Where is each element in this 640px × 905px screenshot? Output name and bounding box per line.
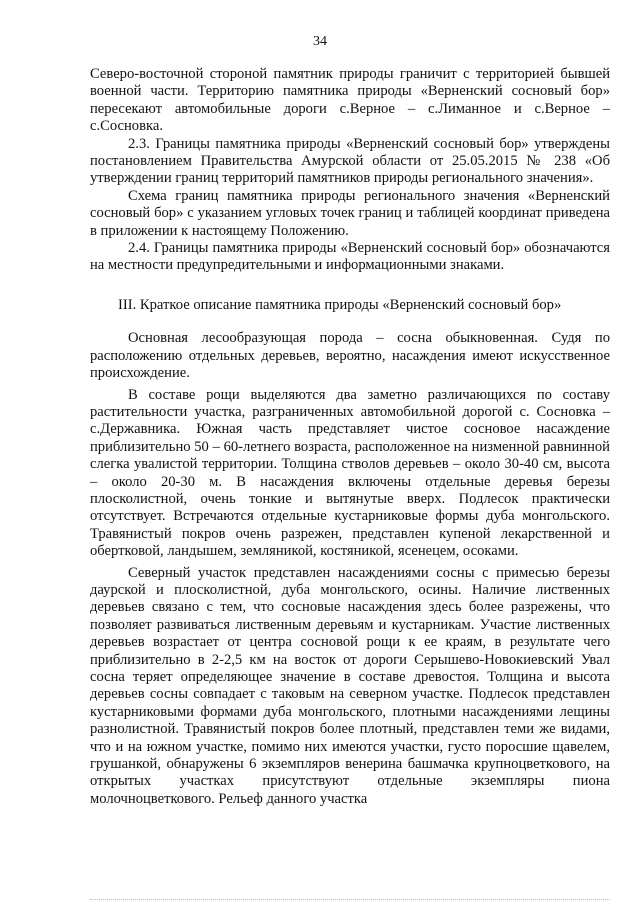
section-heading: III. Краткое описание памятника природы «Верненский сосновый бор» xyxy=(118,296,562,313)
paragraph-boundary-scheme: Схема границ памятника природы регионального значения «Верненский сосновый бор» с указанием угловых точек границ и таблицей координат приведена в приложении к настоящему Положению. xyxy=(90,187,610,239)
paragraph-boundaries-approved: 2.3. Границы памятника природы «Верненский сосновый бор» утверждены постановлением Правительства Амурской области от 25.05.2015 № 238 «Об утверждении границ территорий памятников природы регионального значения». xyxy=(90,135,610,187)
paragraph-boundary-signs: 2.4. Границы памятника природы «Верненский сосновый бор» обозначаются на местности предупредительными и информационными знаками. xyxy=(90,240,610,274)
paragraph-grove-composition: В составе рощи выделяются два заметно различающихся по составу растительности участка, разграниченных автомобильной дорогой с. Сосновка – с.Державника. Южная часть представляет чистое сосновое насаждение приблизительно 50 – 60-летнего возраста, расположенное на низменной равнинной слегка увалистой территории. Толщина стволов деревьев – около 30-40 см, высота – около 20-30 м. В насаждения включены отдельные деревья березы плосколистной, очень тонкие и вытянутые вверх. Подлесок практически отсутствует. Встречаются отдельные кустарниковые формы дуба монгольского. Травянистый покров очень разрежен, представлен купеной лекарственной и обертковой, ландышем, земляникой, костяникой, ясенецем, осоками. xyxy=(90,386,610,560)
page-number: 34 xyxy=(313,34,327,49)
scan-edge-line xyxy=(90,899,610,901)
paragraph-main-species: Основная лесообразующая порода – сосна обыкновенная. Судя по расположению отдельных деревьев, вероятно, насаждения имеют искусственное происхождение. xyxy=(90,330,610,382)
paragraph-northern-section: Северный участок представлен насаждениями сосны с примесью березы даурской и плосколистной, дуба монгольского, осины. Наличие лиственных деревьев связано с тем, что сосновые насаждения здесь более разрежены, что позволяет развиваться лиственным деревьям и кустарникам. Участие лиственных деревьев возрастает от центра сосновой рощи к ее краям, в результате чего приблизительно в 2-2,5 км на восток от дороги Серышево-Новокиевский Увал сосна теряет определяющее значение в составе древостоя. Толщина и высота деревьев сосны совпадает с таковым на северном участке. Подлесок представлен кустарниковыми формами дуба монгольского, плотными насаждениями лещины разнолистной. Травянистый покров более плотный, представлен теми же видами, что и на южном участке, помимо них имеются участки, густо поросшие щавелем, грушанкой, обнаружены 6 экземпляров венерина башмачка крупноцветкового, на открытых участках присутствуют отдельные экземпляры пиона молочноцветкового. Рельеф данного участка xyxy=(90,564,610,807)
document-body xyxy=(90,66,610,808)
paragraph-boundary-northeast: Северо-восточной стороной памятник природы граничит с территорией бывшей военной части. Территорию памятника природы «Верненский сосновый бор» пересекают автомобильные дороги с.Верное – с.Лиманное и с.Верное – с.Сосновка. xyxy=(90,66,610,135)
